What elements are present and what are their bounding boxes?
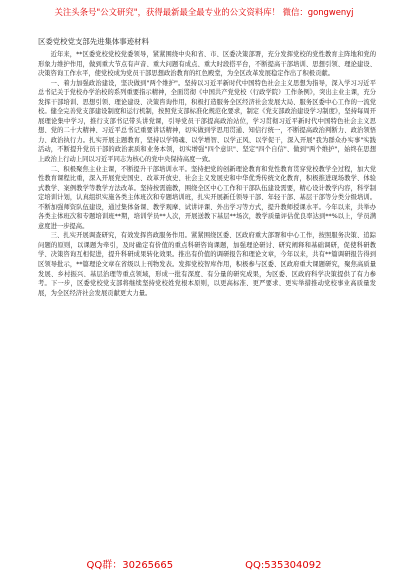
document-title: 区委党校党支部先进集体事迹材料 bbox=[38, 37, 149, 46]
contact-footer bbox=[0, 559, 408, 573]
document-paragraph: 三、扎实开展调查研究，有效发挥咨政服务作用。紧紧围绕区委、区政府重大部署和中心工作，按照服务决策、追踪问题的原则，以课题为牵引，及时确定有价值的重点科研咨询课题，加强理论研讨、研究阐释和基础调研，促使科研教学、决策咨询互相促进，提升科研成果转化效果。推出有价值的调研报告和理论文章，今年以来，共有**篇调研报告得到区领导批示，**篇理论文章在省级以上刊物发表。发挥党校智库作用，积极参与区委、区政府重大课题研究，聚焦高质量发展、乡村振兴、基层治理等重点领域，形成一批有深度、有分量的研究成果，为区委、区政府科学决策提供了有力参考。下一步，区委党校党支部将继续坚持党校姓党根本原则，以更高标准、更严要求、更实举措推动党校事业高质量发展，为全区经济社会发展贡献更大力量。 bbox=[38, 232, 376, 297]
document-paragraph: 二、积极聚焦主业主课，不断提升干部培训水平。坚持把党的创新理论教育和党性教育贯穿党校教学全过程，加大党性教育课程比重，深入开展党史国史、改革开放史、社会主义发展史和中华优秀传统文化教育，积极推进现场教学、体验式教学、案例教学等教学方法改革。坚持按需施教，围绕全区中心工作和干部队伍建设需要，精心设计教学内容，科学制定培训计划，认真组织实施各类主体班次和专题培训班，扎实开展新任领导干部、年轻干部、基层干部等分类分级培训。不断加强师资队伍建设，通过集体备课、教学观摩、试讲评课、外出学习等方式，提升教师授课水平。今年以来，共举办各类主体班次和专题培训班**期，培训学员**人次，开展送教下基层**场次，教学质量评估优良率达到**%以上，学员满意度进一步提高。 bbox=[38, 165, 376, 230]
document-page bbox=[38, 36, 376, 298]
document-paragraph: 近年来，**区委党校党校党委领导，紧紧围绕中央和省、市、区委决策部署，充分发挥党校的党性教育主阵地和党的形象力维护作用，做到重大节点有声音、重大问题有成点、重大时段搭平台，不断提高干部培训、思想引领、理论建设、决策咨询工作水平，使党校成为党员干部思想政治教育的红色殿堂，为全区改革发展稳定作出了积极贡献。 bbox=[38, 51, 376, 78]
document-paragraph: 一、着力加强政治建设，坚决做到"两个维护"。坚持以习近平新时代中国特色社会主义思想为指导，深入学习习近平总书记关于党校办学治校的系列重要指示精神，全面贯彻《中国共产党党校（行政学院）工作条例》，突出主业主课，充分发挥干部培训、思想引领、理论建设、决策咨询作用，积极打造服务全区经济社会发展大局、服务区委中心工作的一流党校。健全完善党支部建设制度和运行机制，按照党支部标准化规范化要求，制定《党支部政治建设学习制度》，坚持每周开展理论集中学习，推行支部书记带头讲党课，引导党员干部提高政治站位，学习贯彻习近平新时代中国特色社会主义思想、党的二十大精神、习近平总书记重要讲话精神，切实做到学思用贯通、知信行统一，不断提高政治判断力、政治领悟力、政治执行力。扎实开展主题教育，坚持以学铸魂、以学增智、以学正风、以学促干，深入开展"我为群众办实事"实践活动，不断提升党员干部的政治素质和业务本领，切实增强"四个意识"、坚定"四个自信"、做到"两个维护"，始终在思想上政治上行动上同以习近平同志为核心的党中央保持高度一致。 bbox=[38, 79, 376, 164]
promo-banner: 关注头条号"公文研究"，获得最新最全最专业的公文资料库！ 微信：gongwenyj bbox=[54, 7, 354, 17]
qq-number-text: QQ:535304092 bbox=[245, 560, 322, 571]
qq-group-text: QQ群：30265665 bbox=[86, 560, 174, 571]
